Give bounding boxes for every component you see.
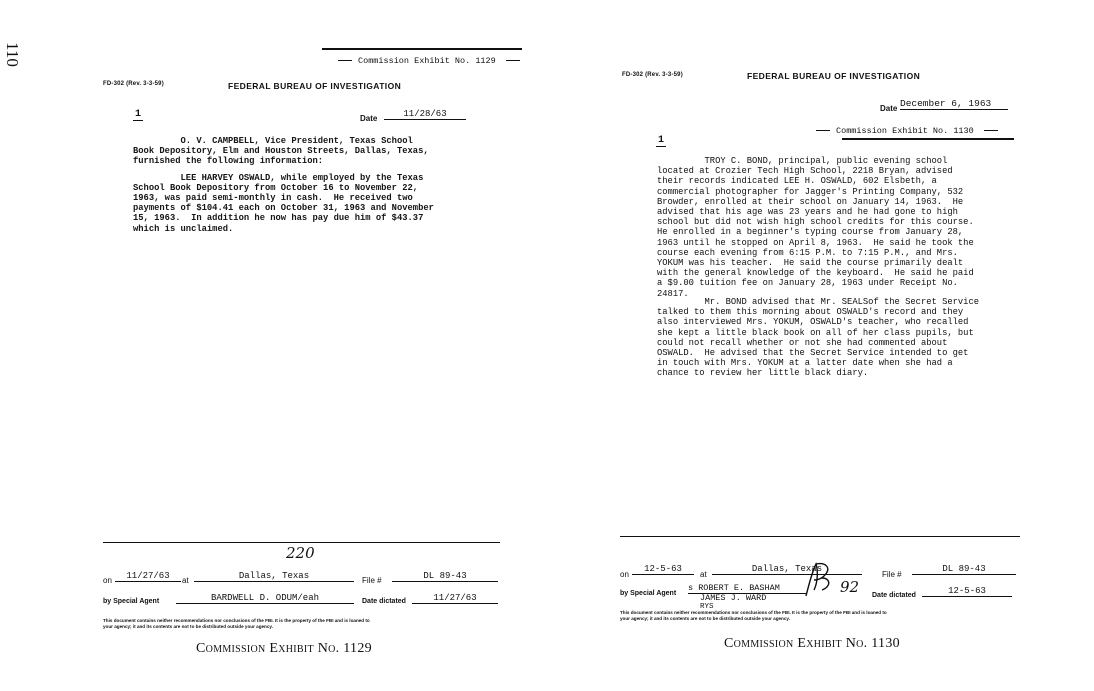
right-body-line: TROY C. BOND, principal, public evening school [657, 156, 948, 166]
left-body-line: payments of $104.41 each on October 31, 1963 and November [133, 203, 434, 214]
right-page-marker: 1 [658, 135, 665, 146]
right-body-line: Browder, enrolled at their school on January 14, 1963. He [657, 196, 964, 207]
right-on-value: 12-5-63 [632, 564, 694, 575]
right-place: Dallas, Texas [712, 564, 862, 575]
left-date-value: 11/28/63 [384, 109, 466, 120]
left-file-label: File # [362, 576, 382, 585]
left-agent-label: by Special Agent [103, 598, 160, 605]
right-dictated-value: 12-5-63 [922, 586, 1012, 597]
left-file-value: DL 89-43 [392, 571, 498, 582]
right-agent-label: by Special Agent [620, 590, 677, 597]
right-body-line: talked to them this morning about OSWALD's record and they [657, 307, 964, 318]
right-agent-value-3: RYS [700, 603, 714, 611]
left-dictated-value: 11/27/63 [412, 593, 498, 604]
right-body-line: school but did not wish high school credits for this course. [657, 217, 974, 228]
right-body-line: advised that his age was 23 years and he had gone to high [657, 207, 958, 218]
right-body-line: Mr. BOND advised that Mr. SEALSof the Secret Service [657, 297, 980, 307]
left-dictated-label: Date dictated [362, 598, 406, 605]
right-disclaimer [620, 610, 887, 622]
right-body-paragraph-1 [657, 156, 974, 299]
left-body-line: 1963, was paid semi-monthly in cash. He received two [133, 193, 413, 204]
right-body-line: He enrolled in a beginner's typing course from January 28, [657, 227, 964, 238]
right-body-line: 24817. [657, 288, 689, 299]
left-body [133, 136, 434, 234]
right-dictated-label: Date dictated [872, 592, 916, 599]
right-body-line: a $9.00 tuition fee on January 28, 1963 under Receipt No. [657, 278, 958, 289]
right-body-line: course each evening from 6:15 P.M. to 7:15 P.M., and Mrs. [657, 247, 958, 258]
left-date-label: Date [360, 114, 378, 123]
page-number: 110 [3, 42, 22, 67]
right-body-line: OSWALD. He advised that the Secret Service intended to get [657, 348, 969, 359]
right-disclaimer-line: This document contains neither recommendations nor conclusions of the FBI. It is the property of the FBI and is loaned to [620, 610, 887, 615]
right-body-line: YOKUM was his teacher. He said the course primarily dealt [657, 258, 964, 269]
left-form-number: FD-302 (Rev. 3-3-59) [103, 81, 164, 87]
left-on-label: on [103, 576, 112, 585]
right-on-label: on [620, 570, 629, 579]
right-file-value: DL 89-43 [912, 564, 1016, 575]
left-disclaimer-line: This document contains neither recommendations nor conclusions of the FBI. It is the property of the FBI and is loaned to [103, 618, 370, 623]
left-caption: Commission Exhibit No. 1129 [196, 641, 372, 656]
right-body-line: with the general knowledge of the keyboard. He said he paid [657, 268, 974, 279]
right-body-line: chance to review her little black diary. [657, 368, 869, 379]
handwritten-initials: 92 [840, 578, 860, 596]
left-at-label: at [182, 576, 189, 585]
left-agent-value: BARDWELL D. ODUM/eah [176, 593, 354, 604]
right-body-line: she kept a little black book on all of her class pupils, but [657, 327, 974, 338]
right-agent-value-1: s ROBERT E. BASHAM [688, 584, 806, 594]
right-body-line: their records indicated LEE H. OSWALD, 602 Elsbeth, a [657, 176, 937, 187]
left-body-line: LEE HARVEY OSWALD, while employed by the Texas [133, 172, 424, 183]
left-body-line: furnished the following information: [133, 156, 324, 167]
right-body-line: in touch with Mrs. YOKUM at a latter date when she had a [657, 358, 953, 369]
left-handwritten-number: 220 [286, 544, 315, 562]
left-body-line: 15, 1963. In addition he now has pay due him of $43.37 [133, 213, 424, 224]
right-form-number: FD-302 (Rev. 3-3-59) [622, 72, 683, 78]
right-body-line: located at Crozier Tech High School, 2218 Bryan, advised [657, 166, 953, 177]
left-disclaimer-line: your agency; it and its contents are not to be distributed outside your agency. [103, 624, 273, 629]
left-body-line: School Book Depository from October 16 to November 22, [133, 182, 419, 193]
right-agent-value-2: JAMES J. WARD [700, 593, 767, 603]
right-body-line: also interviewed Mrs. YOKUM, OSWALD's teacher, who recalled [657, 317, 969, 328]
left-page-marker: 1 [135, 109, 142, 120]
right-body-paragraph-2 [657, 297, 979, 379]
right-caption: Commission Exhibit No. 1130 [724, 636, 900, 651]
left-body-line: which is unclaimed. [133, 223, 234, 234]
left-on-value: 11/27/63 [115, 571, 181, 582]
left-body-line: Book Depository, Elm and Houston Streets, Dallas, Texas, [133, 146, 429, 157]
right-file-label: File # [882, 570, 902, 579]
right-body-line: 1963 until he stopped on April 8, 1963. He said he took the [657, 237, 974, 248]
right-exhibit-tag: Commission Exhibit No. 1130 [816, 126, 998, 136]
right-at-label: at [700, 570, 707, 579]
right-body-line: commercial photographer for Jagger's Printing Company, 532 [657, 186, 964, 197]
left-disclaimer [103, 618, 370, 630]
left-agency-title: FEDERAL BUREAU OF INVESTIGATION [228, 81, 402, 91]
right-agency-title: FEDERAL BUREAU OF INVESTIGATION [747, 71, 921, 81]
right-disclaimer-line: your agency; it and its contents are not to be distributed outside your agency. [620, 616, 790, 621]
left-exhibit-tag: Commission Exhibit No. 1129 [338, 56, 520, 66]
left-body-line: O. V. CAMPBELL, Vice President, Texas School [133, 136, 413, 146]
right-date-value: December 6, 1963 [900, 98, 1008, 110]
right-body-line: could not recall whether or not she had commented about [657, 337, 948, 348]
right-date-label: Date [880, 104, 898, 113]
left-place: Dallas, Texas [194, 571, 354, 582]
